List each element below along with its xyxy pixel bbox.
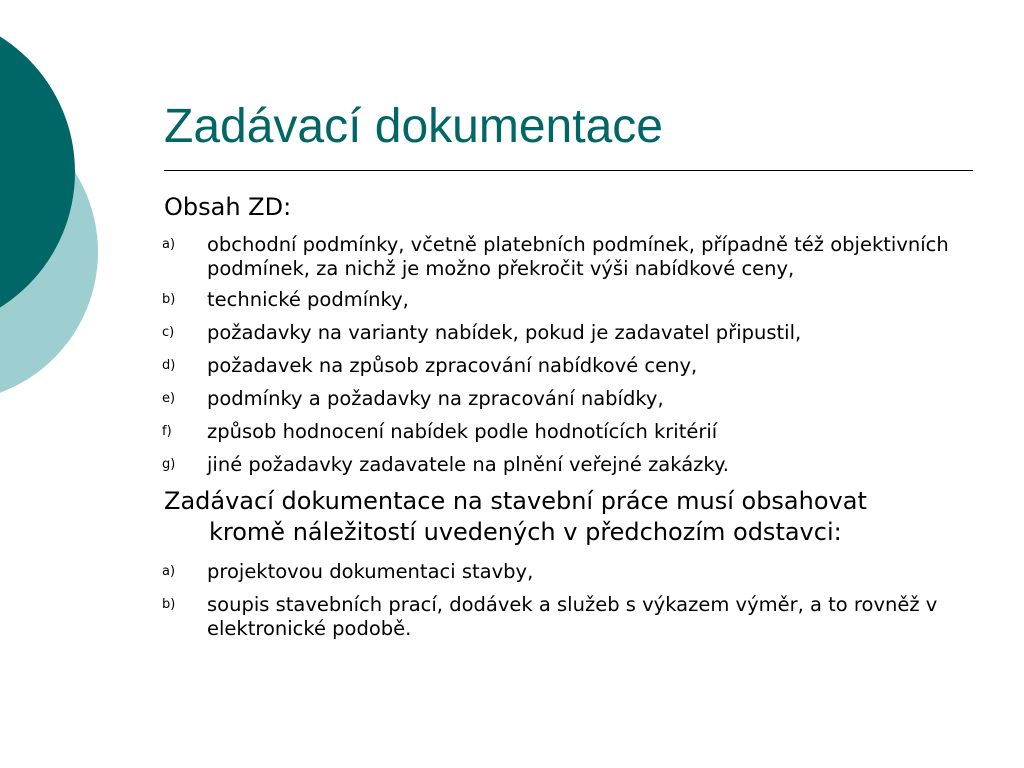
construction-paragraph: Zadávací dokumentace na stavební práce musí obsahovat kromě náležitostí uvedených v předchozím odstavci: <box>164 487 867 546</box>
list-item-text: podmínky a požadavky na zpracování nabídky, <box>207 387 664 410</box>
list-item-text: projektovou dokumentaci stavby, <box>207 560 534 583</box>
list-marker: d) <box>162 358 176 373</box>
list-marker: b) <box>162 292 176 307</box>
list-item-text: způsob hodnocení nabídek podle hodnotících kritérií <box>207 420 718 443</box>
list-marker: b) <box>162 597 176 612</box>
list-marker: f) <box>162 424 172 439</box>
list-item <box>164 591 974 640</box>
list-item-text: obchodní podmínky, včetně platebních podmínek, případně též objektivních podmínek, za nichž je možno překročit výši nabídkové ceny, <box>207 233 949 280</box>
slide-title: Zadávací dokumentace <box>164 100 663 153</box>
list-marker: c) <box>162 325 175 340</box>
list-item <box>164 319 974 346</box>
list-item-text: jiné požadavky zadavatele na plnění veřejné zakázky. <box>207 453 729 476</box>
intro-paragraph: Obsah ZD: <box>164 193 292 221</box>
list-item <box>164 385 974 412</box>
decorative-circles <box>0 0 120 420</box>
list-item <box>164 451 974 478</box>
list-item-text: požadavky na varianty nabídek, pokud je zadavatel připustil, <box>207 321 802 344</box>
list-item-text: technické podmínky, <box>207 288 409 311</box>
list-marker: a) <box>162 237 176 252</box>
slide-content <box>164 192 974 648</box>
list-marker: e) <box>162 391 176 406</box>
construction-list <box>164 558 974 640</box>
list-marker: a) <box>162 564 176 579</box>
requirements-list <box>164 231 974 478</box>
list-item-text: požadavek na způsob zpracování nabídkové ceny, <box>207 354 698 377</box>
list-item <box>164 418 974 445</box>
title-divider <box>164 170 973 171</box>
list-item <box>164 231 974 280</box>
list-item <box>164 352 974 379</box>
list-item <box>164 286 974 313</box>
list-item-text: soupis stavebních prací, dodávek a služeb s výkazem výměr, a to rovněž v elektronické podobě. <box>207 593 938 640</box>
list-item <box>164 558 974 585</box>
list-marker: g) <box>162 457 176 472</box>
